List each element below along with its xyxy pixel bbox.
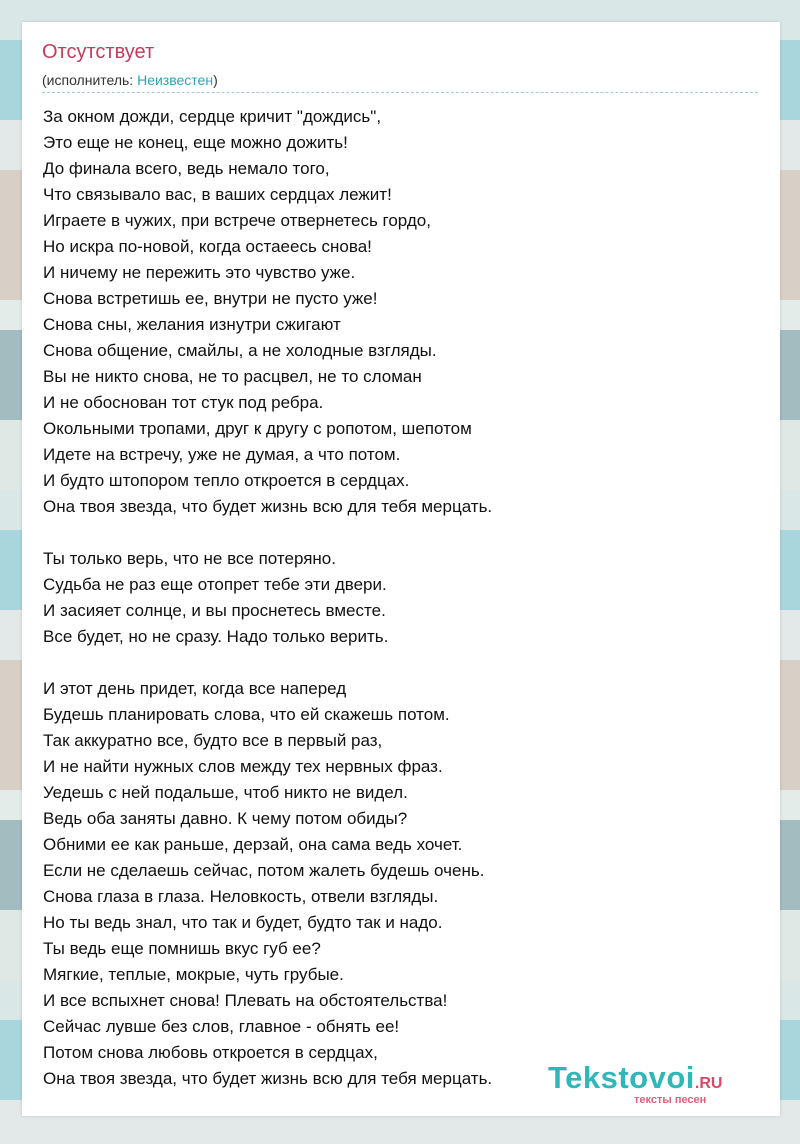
- lyric-line: Что связывало вас, в ваших сердцах лежит!: [43, 185, 392, 204]
- lyric-line: И не найти нужных слов между тех нервных фраз.: [43, 757, 443, 776]
- lyric-line: Потом снова любовь откроется в сердцах,: [43, 1043, 378, 1062]
- lyric-line: И засияет солнце, и вы проснетесь вместе.: [43, 601, 386, 620]
- lyric-line: И ничему не пережить это чувство уже.: [43, 263, 356, 282]
- lyric-line: Все будет, но не сразу. Надо только верить.: [43, 627, 389, 646]
- song-title: Отсутствует: [42, 41, 155, 63]
- lyric-line: Вы не никто снова, не то расцвел, не то сломан: [43, 367, 422, 386]
- lyric-line: За окном дожди, сердце кричит "дождись",: [43, 107, 382, 126]
- lyric-line: Обними ее как раньше, дерзай, она сама ведь хочет.: [43, 835, 463, 854]
- lyric-line: И этот день придет, когда все наперед: [43, 679, 347, 698]
- lyric-line: И не обоснован тот стук под ребра.: [43, 393, 324, 412]
- lyric-line: Так аккуратно все, будто все в первый раз,: [43, 731, 383, 750]
- lyric-line: Идете на встречу, уже не думая, а что потом.: [43, 445, 401, 464]
- brand-tagline: тексты песен: [634, 1094, 707, 1106]
- artist-link[interactable]: Неизвестен: [137, 72, 214, 88]
- lyric-line: Если не сделаешь сейчас, потом жалеть будешь очень.: [43, 861, 485, 880]
- lyric-line: Снова встретишь ее, внутри не пусто уже!: [43, 289, 378, 308]
- lyric-line: Ты только верь, что не все потеряно.: [43, 549, 336, 568]
- lyric-line: Снова сны, желания изнутри сжигают: [43, 315, 341, 334]
- artist-line: [42, 72, 218, 88]
- lyric-line: Она твоя звезда, что будет жизнь всю для тебя мерцать.: [43, 1069, 493, 1088]
- brand-watermark: [548, 1060, 758, 1108]
- stanza-break: [43, 650, 743, 676]
- lyric-line: Окольными тропами, друг к другу с ропотом, шепотом: [43, 419, 472, 438]
- brand-logo: [548, 1060, 722, 1096]
- lyric-line: Ты ведь еще помнишь вкус губ ее?: [43, 939, 321, 958]
- brand-name: Tekstovoi: [548, 1060, 695, 1095]
- lyric-line: Мягкие, теплые, мокрые, чуть грубые.: [43, 965, 344, 984]
- lyric-line: Но ты ведь знал, что так и будет, будто так и надо.: [43, 913, 443, 932]
- lyric-line: Но искра по-новой, когда остаеесь снова!: [43, 237, 372, 256]
- lyric-line: До финала всего, ведь немало того,: [43, 159, 330, 178]
- lyrics-sheet: [22, 22, 780, 1116]
- lyric-line: Ведь оба заняты давно. К чему потом обиды?: [43, 809, 408, 828]
- lyric-line: Будешь планировать слова, что ей скажешь потом.: [43, 705, 450, 724]
- lyric-line: Это еще не конец, еще можно дожить!: [43, 133, 348, 152]
- lyric-line: Судьба не раз еще отопрет тебе эти двери.: [43, 575, 387, 594]
- brand-tld: .RU: [694, 1075, 723, 1092]
- lyric-line: Играете в чужих, при встрече отвернетесь гордо,: [43, 211, 431, 230]
- lyric-line: Она твоя звезда, что будет жизнь всю для тебя мерцать.: [43, 497, 493, 516]
- stanza-break: [43, 520, 743, 546]
- lyric-line: Снова глаза в глаза. Неловкость, отвели взгляды.: [43, 887, 439, 906]
- lyric-line: Сейчас лувше без слов, главное - обнять ее!: [43, 1017, 400, 1036]
- title-divider: [42, 92, 758, 93]
- lyric-line: Уедешь с ней подальше, чтоб никто не видел.: [43, 783, 408, 802]
- lyric-line: И будто штопором тепло откроется в сердцах.: [43, 471, 410, 490]
- lyric-line: И все вспыхнет снова! Плевать на обстоятельства!: [43, 991, 448, 1010]
- lyrics-body: [43, 104, 743, 1092]
- artist-prefix: (исполнитель:: [42, 72, 138, 88]
- lyric-line: Снова общение, смайлы, а не холодные взгляды.: [43, 341, 437, 360]
- artist-suffix: ): [213, 72, 218, 88]
